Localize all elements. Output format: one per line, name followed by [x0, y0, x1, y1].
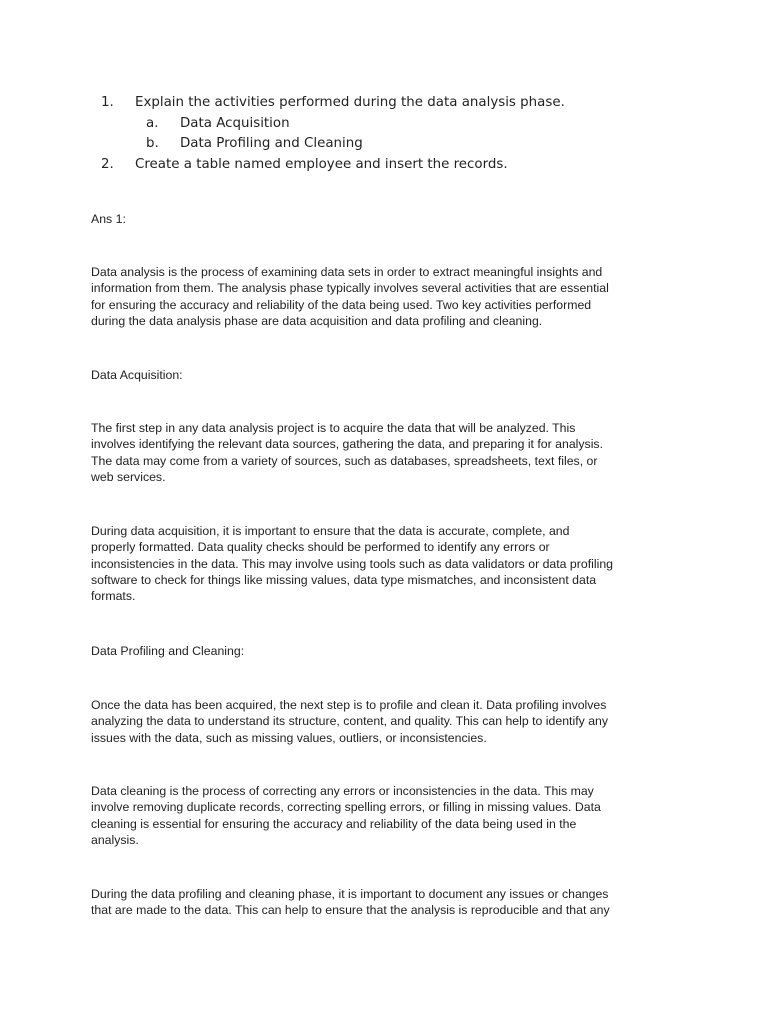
question-number: 1.: [101, 95, 114, 110]
question-item: [0, 155, 768, 176]
paragraph-line: inconsistencies in the data. This may involve using tools such as data validators or data profiling: [91, 556, 613, 571]
section-heading-acquisition: Data Acquisition:: [91, 368, 183, 382]
paragraph-line: involve removing duplicate records, correcting spelling errors, or filling in missing values. Data: [91, 800, 601, 815]
subquestion-text: Data Profiling and Cleaning: [180, 136, 363, 151]
paragraph-line: involves identifying the relevant data sources, gathering the data, and preparing it for analysis.: [91, 437, 603, 452]
paragraph-line: issues with the data, such as missing values, outliers, or inconsistencies.: [91, 730, 487, 745]
intro-paragraph: [91, 264, 691, 329]
paragraph-line: formats.: [91, 589, 136, 604]
subquestion-letter: b.: [146, 136, 159, 151]
profiling-paragraph-3: [91, 886, 691, 919]
answer-label: Ans 1:: [91, 212, 126, 226]
profiling-paragraph-2: [91, 783, 691, 848]
paragraph-line: Data analysis is the process of examining data sets in order to extract meaningful insights and: [91, 265, 603, 279]
paragraph-line: cleaning is essential for ensuring the accuracy and reliability of the data being used in the: [91, 816, 577, 831]
paragraph-line: The first step in any data analysis project is to acquire the data that will be analyzed. This: [91, 421, 576, 435]
question-list: [0, 93, 768, 175]
subquestion-letter: a.: [146, 115, 159, 131]
acquisition-paragraph-1: [91, 420, 691, 485]
paragraph-line: properly formatted. Data quality checks should be performed to identify any errors or: [91, 540, 550, 555]
paragraph-line: analyzing the data to understand its structure, content, and quality. This can help to identify any: [91, 714, 609, 729]
acquisition-paragraph-2: [91, 523, 691, 604]
paragraph-line: The data may come from a variety of sources, such as databases, spreadsheets, text files, or: [91, 453, 598, 468]
paragraph-line: information from them. The analysis phase typically involves several activities that are essential: [91, 281, 609, 296]
question-text: Explain the activities performed during the data analysis phase.: [135, 95, 565, 110]
paragraph-line: Once the data has been acquired, the next step is to profile and clean it. Data profiling involves: [91, 698, 607, 712]
paragraph-line: for ensuring the accuracy and reliability of the data being used. Two key activities performed: [91, 297, 592, 312]
paragraph-line: During the data profiling and cleaning phase, it is important to document any issues or changes: [91, 887, 609, 901]
paragraph-line: that are made to the data. This can help to ensure that the analysis is reproducible and that any: [91, 903, 610, 918]
paragraph-line: during the data analysis phase are data acquisition and data profiling and cleaning.: [91, 313, 543, 328]
paragraph-line: web services.: [91, 469, 166, 484]
profiling-paragraph-1: [91, 697, 691, 746]
subquestion-item: [0, 114, 768, 135]
question-number: 2.: [101, 156, 114, 172]
section-heading-profiling: Data Profiling and Cleaning:: [91, 644, 245, 658]
question-text: Create a table named employee and insert the records.: [135, 156, 508, 172]
paragraph-line: Data cleaning is the process of correcting any errors or inconsistencies in the data. This may: [91, 784, 594, 798]
subquestion-item: [0, 134, 768, 155]
subquestion-text: Data Acquisition: [180, 115, 290, 131]
paragraph-line: During data acquisition, it is important to ensure that the data is accurate, complete, and: [91, 524, 570, 538]
paragraph-line: software to check for things like missing values, data type mismatches, and inconsistent data: [91, 572, 597, 587]
question-item: [0, 93, 768, 114]
paragraph-line: analysis.: [91, 832, 139, 847]
